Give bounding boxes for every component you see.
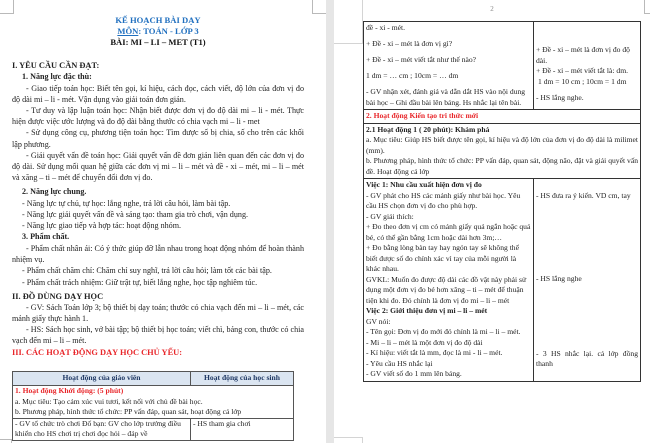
section-heading-requirements: I. YÊU CẦU CẦN ĐẠT: [12, 61, 100, 70]
cell-line: + Đo bằng lòng bàn tay hay ngón tay sẽ không thể biết được số đo chính xác vì tay của mỗi người là khác nhau. [366, 243, 519, 273]
activity-title-cell [13, 386, 294, 397]
paragraph: - Năng lực giao tiếp và hợp tác: hoạt động nhóm. [22, 221, 182, 231]
cell-line: - HS lắng nghe. [536, 93, 584, 102]
cell-line: GV nói: [366, 316, 391, 326]
cell-line: - Kí hiệu: viết tắt là mm, đọc là mi - li – mét. [366, 348, 503, 357]
subject-line [12, 26, 304, 37]
cell-line: + Đo theo đơn vị cm có mảnh giấy quá ngắn hoặc quá bé, có thể gần bằng 1cm hoặc dài hơn 3m;… [366, 222, 531, 242]
table-row [13, 397, 294, 408]
activity-title-cell: 2. Hoạt động Kiến tạo tri thức mới [364, 110, 641, 124]
lesson-title-block [12, 15, 304, 48]
activity-title: 1. Hoạt động Khởi động: (5 phút) [15, 386, 124, 395]
paragraph: - Năng lực giải quyết vấn đề và sáng tạo: tham gia trò chơi, vận dụng. [22, 210, 249, 220]
activity-goal-cell: a. Mục tiêu: Tạo cảm xúc vui tươi, kết nối với chủ đề bài học. [13, 397, 294, 408]
paragraph: - Tư duy và lập luận toán học: Nhận biết được đơn vị đo độ dài mi – li - mét. Thực hiện được việc ước lượng và đo độ dài bằng thước có chia vạch mi – li - met [12, 105, 304, 127]
cell-line: - 3 HS nhắc lại. cả lớp đồng thanh [536, 348, 638, 368]
subsection-heading: 3. Phẩm chất. [22, 232, 70, 242]
paragraph: - Giao tiếp toán học: Biết tên gọi, kí hiệu, cách đọc, cách viết, độ lớn của đơn vị đo độ dài mi – li - mét. Vận dụng vào giải toán đơn giản. [12, 83, 304, 104]
section-heading-materials: II. ĐỒ DÙNG DẠY HỌC [12, 291, 104, 301]
cell-line: - Tên gọi: Đơn vị đo mới đó chính là mi – li – mét. [366, 327, 521, 336]
activity-goal: a. Mục tiêu: Giúp HS biết được tên gọi, kí hiệu và độ lớn của đơn vị đo độ dài là milimet (mm). [366, 135, 638, 155]
paragraph: - Năng lực tự chủ, tự học: lắng nghe, trả lời câu hỏi, làm bài tập. [22, 198, 231, 208]
table-row [13, 407, 294, 418]
cell-line: + Đề - xi – mét viết tắt như thế nào? [366, 55, 477, 64]
activity-method-cell: b. Phương pháp, hình thức tổ chức: PP vấn đáp, quan sát, hoạt động cả lớp [13, 407, 294, 418]
table-row [13, 386, 294, 397]
cell-line: - GV viết số đo 1 mm lên bảng. [366, 369, 462, 378]
cell-line: 1 dm = 10 cm ; 10cm = 1 dm [538, 76, 627, 86]
cell-line: + Đề - xi – mét là đơn vị đo độ dài. [536, 45, 630, 65]
cell-line: - GV phát cho HS các mảnh giấy như bài học. Yêu cầu HS chọn đơn vị đo cho phù hợp. [366, 190, 521, 210]
subsection-heading: 2. Năng lực chung. [22, 187, 87, 197]
doc-title: KẾ HOẠCH BÀI DẠY [115, 15, 201, 25]
subject-value: : TOÁN - LỚP 3 [138, 26, 199, 36]
page-1-body[interactable] [12, 0, 304, 358]
activity-detail-cell [364, 123, 641, 179]
student-activity-cell: - HS tham gia chơi [191, 418, 294, 440]
cell-line: - Yêu cầu HS nhắc lại [366, 358, 433, 368]
activities-table-page-1 [12, 371, 294, 441]
document-page-2 [334, 0, 650, 443]
cell-line: 1 dm = … cm ; 10cm = … dm [366, 71, 459, 80]
cell-line: - GV giải thích: [366, 211, 414, 221]
subject-label: MÔN [117, 26, 139, 36]
cell-line: - HS đưa ra ý kiến. VD cm, tay [536, 190, 631, 200]
subsection-heading: 1. Năng lực đặc thù: [22, 72, 92, 81]
paragraph: - GV: Sách Toán lớp 3; bộ thiết bị dạy toán; thước có chia vạch đến mi – li – mét, các mảnh giấy thực hành 1. [12, 302, 304, 323]
cell-line: đề - xi - mét. [366, 23, 406, 32]
cell-line: - Mi – li – mét là một đơn vị đo độ dài [366, 337, 483, 347]
crop-mark [312, 0, 326, 14]
crop-mark [0, 439, 12, 443]
activities-table-page-2[interactable] [363, 21, 641, 382]
section-heading-activities: III. CÁC HOẠT ĐỘNG DẠY HỌC CHỦ YẾU: [12, 347, 182, 357]
column-header-teacher: Hoạt động của giáo viên [13, 372, 191, 386]
crop-mark [334, 437, 363, 443]
task-title: Việc 1: Nhu cầu xuất hiện đơn vị đo [366, 180, 482, 189]
cell-line: - GV nhận xét, đánh giá và dẫn dắt HS vào nội dung bài học – Ghi đầu bài lên bảng. Hs nhắc lại tên bài. [366, 87, 526, 107]
column-header-student: Hoạt động của học sinh [191, 372, 294, 386]
paragraph: - Phẩm chất chăm chỉ: Chăm chỉ suy nghĩ, trả lời câu hỏi; làm tốt các bài tập. [22, 266, 272, 276]
cell-line: - HS lắng nghe [536, 274, 582, 283]
activity-method: b. Phương pháp, hình thức tổ chức: PP vấn đáp, quan sát, động não, đặt và giải quyết vấn đề. Hoạt động cả lớp [366, 156, 638, 176]
table-row [13, 418, 294, 440]
paragraph: - Phẩm chất nhân ái: Có ý thức giúp đỡ lẫn nhau trong hoạt động nhóm để hoàn thành nhiệm vụ. [12, 243, 304, 265]
paragraph: - Sử dụng công cụ, phương tiện toán học: Tìm được số bị chia, số cho trên các khối lập phương. [12, 128, 304, 149]
cell-line: GVKL: Muốn đo được độ dài các đồ vật này phải sử dụng một đơn vị đo bé hơn xăng – ti – mét để thuận tiện khi đo. Đó chính là đơn vị đo mi – li – mét [366, 274, 527, 305]
task-title: Việc 2: Giới thiệu đơn vị mi – li – mét [366, 306, 488, 315]
cell-line: + Đề - xi – mét viết tắt là: dm. [536, 66, 629, 75]
teacher-activity-cell: - GV tổ chức trò chơi Đố bạn: GV cho lớp trưởng điều khiển cho HS chơi trị chơi đọc hỏi – đáp về [13, 418, 191, 440]
paragraph: - Giải quyết vấn đề toán học: Giải quyết vấn đề đơn giản liên quan đến các đơn vị đo độ dài. Sử dụng mối quan hệ giữa các đơn vị mi – li – mét và đề - xi – mét, mi – li – mét và xăng – ti – mét để chuyển đổi đơn vị đo. [12, 150, 304, 183]
page-number: 2 [490, 5, 494, 13]
student-activity-cell [534, 179, 641, 382]
paragraph: - Phẩm chất trách nhiệm: Giữ trật tự, biết lắng nghe, học tập nghiêm túc. [22, 277, 258, 287]
cell-line: + Đề - xi – mét là đơn vị gì? [366, 39, 453, 48]
sub-activity-title: 2.1 Hoạt động 1 ( 20 phút): Khám phá [366, 124, 490, 134]
lesson-name: BÀI: MI – LI – MET (T1) [110, 37, 206, 47]
teacher-activity-cell [364, 22, 534, 110]
table-header-row [13, 372, 294, 386]
student-activity-cell [534, 22, 641, 110]
table-row [364, 123, 641, 179]
teacher-activity-cell [364, 179, 534, 382]
table-row [364, 22, 641, 110]
paragraph: - HS: Sách học sinh, vở bài tập; bộ thiết bị học toán; viết chì, bảng con, thước có chia vạch đến mi – li – mét. [12, 325, 304, 346]
table-row [364, 179, 641, 382]
table-row [364, 110, 641, 124]
